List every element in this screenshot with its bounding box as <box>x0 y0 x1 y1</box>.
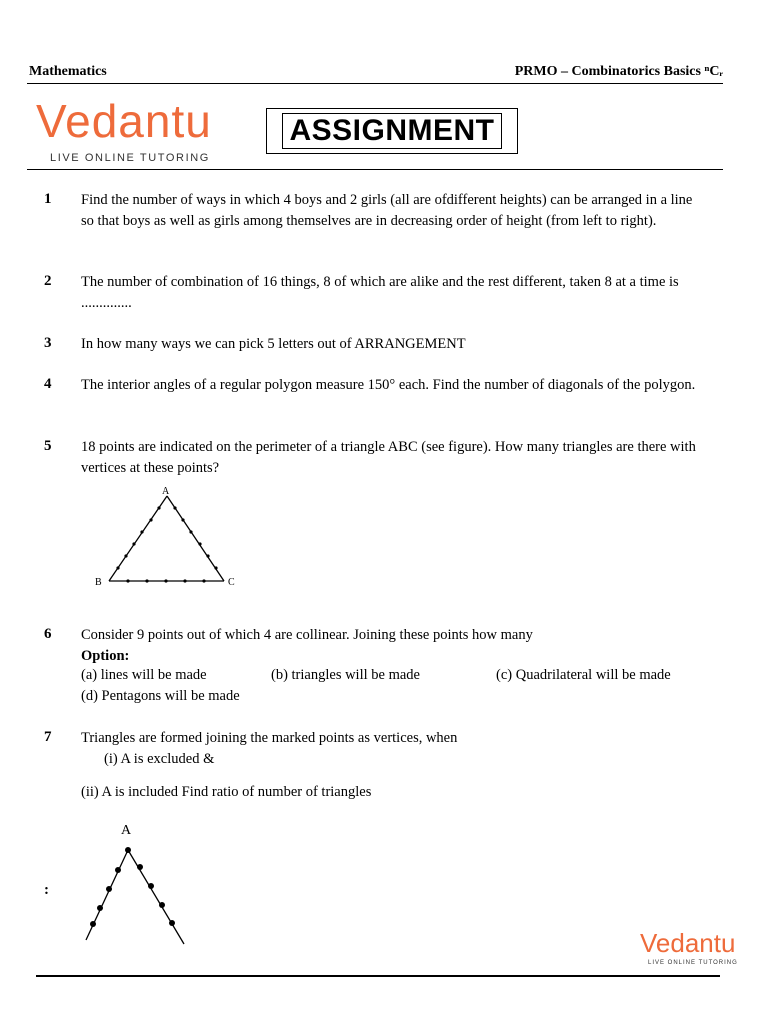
question-text: Triangles are formed joining the marked points as vertices, when <box>81 730 458 746</box>
vertex-label-c: C <box>228 577 235 588</box>
option-d: (d) Pentagons will be made <box>81 688 240 704</box>
title-divider <box>27 169 723 170</box>
vertex-label-a: A <box>162 486 170 497</box>
vertex-label-a: A <box>121 823 132 838</box>
assignment-title: ASSIGNMENT <box>282 113 501 149</box>
option-b: (b) triangles will be made <box>271 667 420 683</box>
question-number: 2 <box>44 273 52 289</box>
logo-tagline: LIVE ONLINE TUTORING <box>50 152 210 164</box>
header-topic: PRMO – Combinatorics Basics ⁿCᵣ <box>514 64 723 79</box>
footer-vedantu-logo: Vedantu <box>640 928 736 958</box>
marked-points <box>90 847 175 927</box>
question-text: In how many ways we can pick 5 letters out of ARRANGEMENT <box>81 336 466 352</box>
perimeter-points <box>116 506 217 582</box>
question-text: 18 points are indicated on the perimeter of a triangle ABC (see figure). How many triangles are there with vertices at these points? <box>81 439 696 476</box>
footer-logo-tagline: LIVE ONLINE TUTORING <box>648 960 738 966</box>
vertex-label-b: B <box>95 577 102 588</box>
option-a: (a) lines will be made <box>81 667 207 683</box>
question-text: Consider 9 points out of which 4 are collinear. Joining these points how many <box>81 627 533 643</box>
question-number: 7 <box>44 729 52 745</box>
question-number: 1 <box>44 191 52 207</box>
question-number: 3 <box>44 335 52 351</box>
header-divider <box>27 83 723 84</box>
option-c: (c) Quadrilateral will be made <box>496 667 671 683</box>
question-number: 5 <box>44 438 52 454</box>
angle-side-right <box>128 850 184 944</box>
triangle-figure <box>90 482 250 590</box>
question-subpart-1: (i) A is excluded & <box>104 751 215 767</box>
question-text: The number of combination of 16 things, 8 of which are alike and the rest different, taken 8 at a time is .............. <box>81 274 679 311</box>
assignment-title-box <box>266 108 518 154</box>
question-text: The interior angles of a regular polygon measure 150° each. Find the number of diagonals of the polygon. <box>81 377 696 393</box>
question-subpart-2: (ii) A is included Find ratio of number of triangles <box>81 784 372 800</box>
figure-colon: : <box>44 882 49 898</box>
question-number: 4 <box>44 376 52 392</box>
angle-figure <box>80 818 200 950</box>
header-subject: Mathematics <box>29 64 107 79</box>
option-label: Option: <box>81 648 130 664</box>
question-number: 6 <box>44 626 52 642</box>
footer-divider <box>36 975 720 977</box>
question-text: Find the number of ways in which 4 boys and 2 girls (all are ofdifferent heights) can be arranged in a line so that boys as well as girls among themselves are in decreasing order of height (from left to right). <box>81 192 693 229</box>
vedantu-logo: Vedantu <box>36 95 212 147</box>
